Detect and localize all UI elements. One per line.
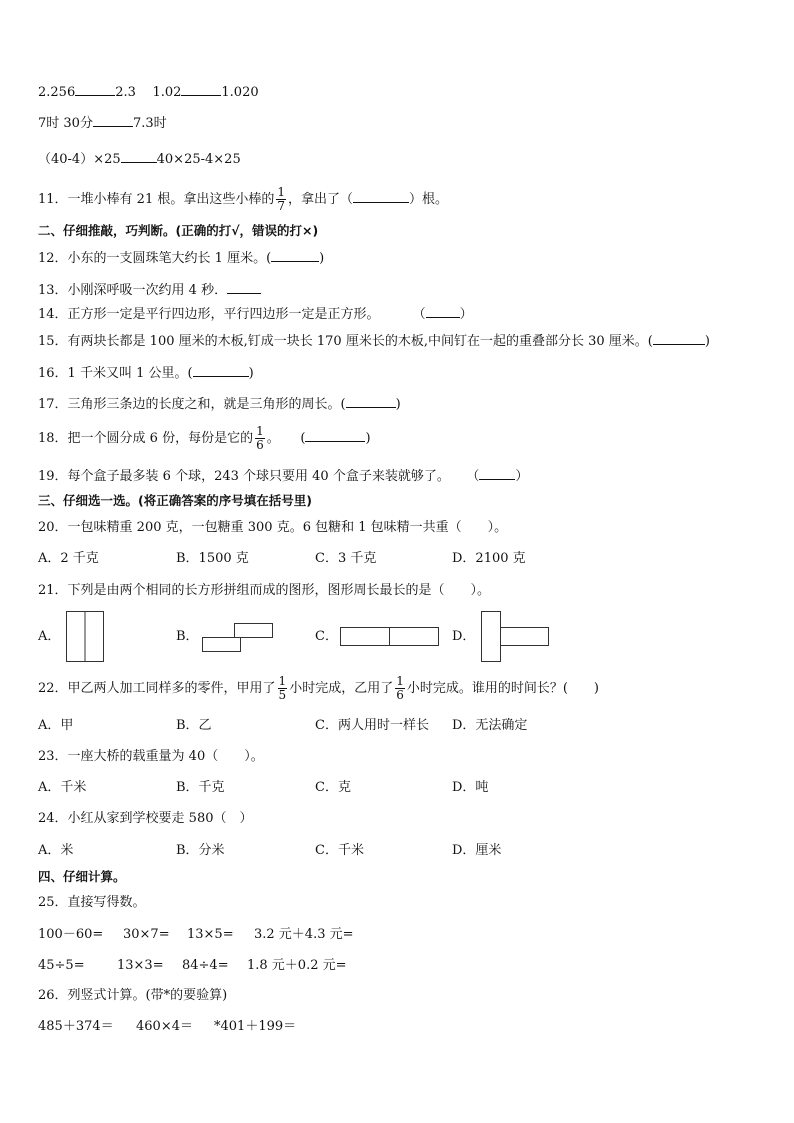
answer-blank[interactable]	[353, 190, 409, 203]
option-c[interactable]: C．克	[315, 780, 351, 795]
answer-blank[interactable]	[193, 364, 249, 377]
question-22	[38, 672, 599, 706]
option-c[interactable]: C．3 千克	[315, 551, 377, 566]
figure-d	[481, 611, 553, 663]
question-text: ）	[515, 469, 529, 484]
question-13	[38, 281, 261, 300]
option-d[interactable]: D．无法确定	[452, 718, 528, 733]
option-b[interactable]: B．1500 克	[176, 551, 249, 566]
option-a[interactable]: A．米	[38, 843, 74, 858]
question-text: 11．一堆小棒有 21 根。拿出这些小棒的	[38, 192, 275, 207]
fraction-numerator: 1	[396, 674, 404, 688]
question-16	[38, 364, 254, 383]
calc-item: 45÷5=	[38, 958, 85, 973]
option-d[interactable]: D．吨	[452, 780, 489, 795]
question-23: 23．一座大桥的载重量为 40（ ）。	[38, 749, 264, 764]
fraction-denominator: 6	[256, 438, 264, 452]
answer-blank[interactable]	[271, 249, 319, 262]
question-text: 22．甲乙两人加工同样多的零件，甲用了	[38, 681, 276, 696]
question-text: （	[412, 307, 426, 322]
compare-line-1	[38, 83, 259, 102]
option-d[interactable]: D．厘米	[452, 843, 502, 858]
answer-blank[interactable]	[653, 332, 705, 345]
compare-line-3	[38, 150, 241, 169]
calc-item: 485＋374＝	[38, 1019, 114, 1034]
compare-value: （40-4）×25	[38, 152, 121, 167]
option-b[interactable]: B．千克	[176, 780, 225, 795]
question-26: 26．列竖式计算。(带*的要验算)	[38, 988, 228, 1003]
question-20: 20．一包味精重 200 克，一包糖重 300 克。6 包糖和 1 包味精一共重（ ）。	[38, 520, 508, 535]
option-c[interactable]: C．	[315, 629, 338, 644]
answer-blank[interactable]	[75, 83, 115, 96]
compare-value: 2.256	[38, 85, 76, 100]
calc-item: 30×7=	[123, 927, 170, 942]
question-text: 16．1 千米又叫 1 公里。(	[38, 366, 193, 381]
answer-blank[interactable]	[346, 395, 396, 408]
fraction	[255, 425, 265, 452]
calc-item: 13×5=	[187, 927, 234, 942]
compare-value: 1.02	[152, 85, 182, 100]
question-text: 13．小刚深呼吸一次约用 4 秒．	[38, 283, 228, 298]
section-3-heading: 三、仔细选一选。(将正确答案的序号填在括号里)	[38, 493, 312, 508]
option-b[interactable]: B．分米	[176, 843, 225, 858]
question-text: 17．三角形三条边的长度之和，就是三角形的周长。(	[38, 397, 346, 412]
answer-blank[interactable]	[181, 83, 221, 96]
compare-value: 7.3时	[132, 116, 167, 131]
question-text: (	[300, 431, 306, 446]
fraction-numerator: 1	[277, 185, 285, 199]
question-21: 21．下列是由两个相同的长方形拼组而成的图形，图形周长最长的是（ ）。	[38, 583, 491, 598]
question-18	[38, 422, 371, 456]
calc-item: 3.2 元＋4.3 元=	[254, 927, 354, 942]
compare-value: 40×25-4×25	[156, 152, 241, 167]
question-text: 小时完成。谁用的时间长？( )	[406, 681, 599, 696]
question-text: )	[319, 251, 325, 266]
calc-item: 13×3=	[117, 958, 164, 973]
question-text: )	[248, 366, 254, 381]
answer-blank[interactable]	[121, 150, 157, 163]
answer-blank[interactable]	[93, 114, 133, 127]
section-2-heading: 二、仔细推敲，巧判断。(正确的打√，错误的打×)	[38, 223, 319, 238]
figure-b	[202, 623, 276, 655]
figure-a	[66, 611, 106, 663]
question-text: ）根。	[409, 192, 449, 207]
option-b[interactable]: B．乙	[176, 718, 212, 733]
question-text: 15．有两块长都是 100 厘米的木板,钉成一块长 170 厘米长的木板,中间钉在一起的重叠部分长 30 厘米。(	[38, 334, 653, 349]
question-text: （	[466, 469, 480, 484]
question-text: 小时完成，乙用了	[289, 681, 394, 696]
fraction-denominator: 7	[277, 199, 285, 213]
question-text: 。	[266, 431, 280, 446]
answer-blank[interactable]	[479, 467, 515, 480]
fraction-numerator: 1	[278, 674, 287, 688]
calc-item: 100－60=	[38, 927, 104, 942]
option-d[interactable]: D．2100 克	[452, 551, 526, 566]
answer-blank[interactable]	[227, 281, 261, 294]
calc-item: 1.8 元＋0.2 元=	[247, 958, 347, 973]
fraction-denominator: 6	[396, 688, 404, 702]
fraction	[276, 186, 286, 213]
question-24: 24．小红从家到学校要走 580（ ）	[38, 811, 253, 826]
calc-item: 460×4＝	[136, 1019, 193, 1034]
question-25: 25．直接写得数。	[38, 895, 146, 910]
question-text: ）	[459, 307, 473, 322]
question-text: ，拿出了（	[288, 192, 354, 207]
figure-c	[340, 627, 442, 649]
compare-line-2	[38, 114, 167, 133]
question-text: 18．把一个圆分成 6 份，每份是它的	[38, 431, 254, 446]
calc-item: *401＋199＝	[214, 1019, 297, 1034]
option-d[interactable]: D．	[452, 629, 476, 644]
question-11	[38, 183, 448, 217]
question-14	[38, 305, 473, 324]
question-17	[38, 395, 401, 414]
compare-value: 1.020	[221, 85, 259, 100]
answer-blank[interactable]	[426, 305, 460, 318]
fraction-denominator: 5	[278, 688, 287, 702]
question-text: 12．小东的一支圆珠笔大约长 1 厘米。(	[38, 251, 272, 266]
compare-value: 2.3	[115, 85, 136, 100]
section-4-heading: 四、仔细计算。	[38, 869, 126, 884]
option-b[interactable]: B．	[176, 629, 199, 644]
question-12	[38, 249, 324, 268]
option-a[interactable]: A．千米	[38, 780, 87, 795]
compare-value: 7时 30分	[38, 116, 93, 131]
question-text: )	[365, 431, 371, 446]
answer-blank[interactable]	[305, 429, 365, 442]
option-a[interactable]: A．2 千克	[38, 551, 99, 566]
question-19	[38, 467, 528, 486]
question-text: )	[704, 334, 710, 349]
option-a[interactable]: A．	[38, 629, 61, 644]
question-text: 14．正方形一定是平行四边形，平行四边形一定是正方形。	[38, 307, 380, 322]
question-text: )	[395, 397, 401, 412]
question-15	[38, 332, 710, 351]
option-c[interactable]: C．两人用时一样长	[315, 718, 429, 733]
fraction	[278, 675, 288, 702]
option-c[interactable]: C．千米	[315, 843, 364, 858]
calc-item: 84÷4=	[182, 958, 229, 973]
option-a[interactable]: A．甲	[38, 718, 74, 733]
fraction-numerator: 1	[256, 424, 264, 438]
fraction	[395, 675, 405, 702]
question-text: 19．每个盒子最多装 6 个球，243 个球只要用 40 个盒子来装就够了。	[38, 469, 450, 484]
